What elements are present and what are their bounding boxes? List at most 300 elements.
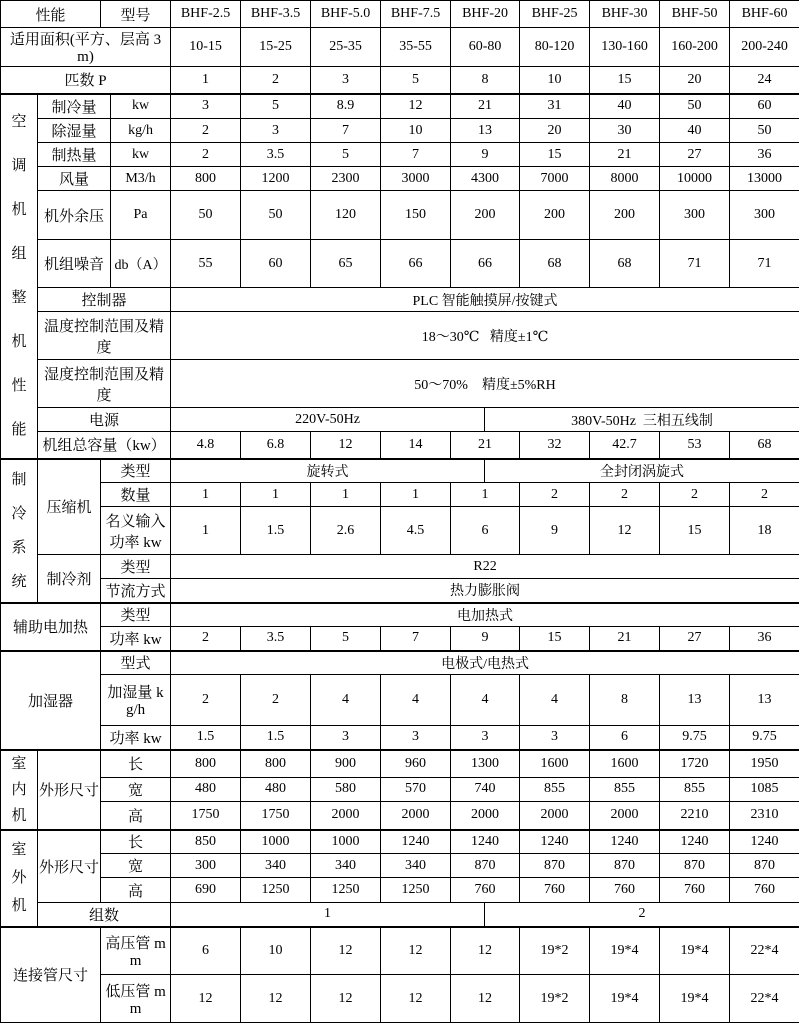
value-cell: 2210 [660, 802, 730, 830]
merged-value-cell: 380V-50Hz 三相五线制 [485, 408, 799, 432]
table-row [1, 1, 799, 28]
value-cell: 1240 [730, 830, 799, 854]
unit-cell: Pa [111, 191, 171, 240]
value-cell: 3000 [381, 167, 451, 191]
value-cell: BHF-25 [520, 1, 590, 28]
value-cell: 4.5 [381, 507, 451, 555]
value-cell: 2 [171, 627, 241, 651]
value-cell: BHF-30 [590, 1, 660, 28]
row-label-hp: 匹数 P [1, 67, 171, 94]
value-cell: 15 [520, 627, 590, 651]
value-cell: 1950 [730, 750, 799, 778]
row-label-controller: 控制器 [38, 288, 171, 312]
value-cell: 7 [381, 627, 451, 651]
row-label-humidifier-amount: 加湿量 kg/h [101, 675, 171, 726]
value-cell: 12 [590, 507, 660, 555]
value-cell: 7 [381, 143, 451, 167]
value-cell: 1240 [660, 830, 730, 854]
row-label-compressor-type: 类型 [101, 459, 171, 483]
value-cell: 50 [730, 119, 799, 143]
section-label-indoor-unit: 室 内 机 [1, 750, 38, 830]
value-cell: 36 [730, 627, 799, 651]
row-label-refrigerant-type: 类型 [101, 555, 171, 579]
value-cell: 340 [241, 854, 311, 878]
value-cell: 1720 [660, 750, 730, 778]
value-cell: 10 [520, 67, 590, 94]
value-cell: 340 [381, 854, 451, 878]
group-label-refrigerant: 制冷剂 [38, 555, 101, 603]
row-label-pipe-low: 低压管 mm [101, 975, 171, 1023]
value-cell: 200 [590, 191, 660, 240]
model-header: 型号 [101, 1, 171, 28]
value-cell: 2310 [730, 802, 799, 830]
value-cell: 900 [311, 750, 381, 778]
table-row [1, 675, 799, 726]
value-cell: 2 [241, 675, 311, 726]
value-cell: 3.5 [241, 627, 311, 651]
row-label-total-capacity: 机组总容量（kw） [38, 432, 171, 459]
value-cell: 855 [660, 777, 730, 802]
value-cell: 7000 [520, 167, 590, 191]
value-cell: 15-25 [241, 28, 311, 67]
value-cell: 580 [311, 777, 381, 802]
value-cell: 1600 [520, 750, 590, 778]
value-cell: 3 [381, 726, 451, 750]
value-cell: 1.5 [241, 507, 311, 555]
unit-cell: db（A） [111, 240, 171, 288]
value-cell: 870 [660, 854, 730, 878]
value-cell: 8.9 [311, 94, 381, 119]
value-cell: 855 [520, 777, 590, 802]
row-label-aux-power: 功率 kw [101, 627, 171, 651]
value-cell: 68 [520, 240, 590, 288]
value-cell: 4300 [451, 167, 520, 191]
value-cell: 22*4 [730, 927, 799, 975]
value-cell: 1750 [171, 802, 241, 830]
value-cell: 21 [451, 94, 520, 119]
value-cell: 30 [590, 119, 660, 143]
value-cell: 1240 [381, 830, 451, 854]
value-cell: 1 [171, 483, 241, 507]
row-label-noise: 机组噪音 [38, 240, 111, 288]
value-cell: 20 [660, 67, 730, 94]
row-label-indoor-height: 高 [101, 802, 171, 830]
table-row [1, 459, 799, 483]
row-label-indoor-width: 宽 [101, 777, 171, 802]
table-row [1, 777, 799, 802]
value-cell: 12 [381, 94, 451, 119]
value-cell: 12 [171, 975, 241, 1023]
value-cell: 35-55 [381, 28, 451, 67]
section-label-outdoor-unit: 室 外 机 [1, 830, 38, 927]
value-cell: 7 [311, 119, 381, 143]
row-label-heating: 制热量 [38, 143, 111, 167]
value-cell: 19*4 [590, 975, 660, 1023]
value-cell: 10 [241, 927, 311, 975]
table-row [1, 94, 799, 119]
value-cell: 340 [311, 854, 381, 878]
value-cell: 3 [451, 726, 520, 750]
value-cell: 66 [381, 240, 451, 288]
value-cell: 760 [451, 878, 520, 903]
value-cell: 5 [241, 94, 311, 119]
value-cell: 18 [730, 507, 799, 555]
value-cell: 1250 [311, 878, 381, 903]
value-cell: 4 [311, 675, 381, 726]
row-label-outdoor-length: 长 [101, 830, 171, 854]
unit-cell: kw [111, 143, 171, 167]
value-cell: 300 [171, 854, 241, 878]
value-cell: 3 [171, 94, 241, 119]
value-cell: 12 [311, 432, 381, 459]
merged-value-cell: 热力膨胀阀 [171, 579, 799, 603]
value-cell: 19*4 [590, 927, 660, 975]
value-cell: 71 [730, 240, 799, 288]
table-row [1, 312, 799, 360]
value-cell: 13 [660, 675, 730, 726]
merged-value-cell: 50～70% 精度±5%RH [171, 360, 799, 408]
value-cell: 9 [451, 143, 520, 167]
value-cell: 60 [730, 94, 799, 119]
row-label-power-supply: 电源 [38, 408, 171, 432]
value-cell: 13 [451, 119, 520, 143]
value-cell: 5 [311, 627, 381, 651]
value-cell: 1 [451, 483, 520, 507]
merged-value-cell: 旋转式 [171, 459, 485, 483]
value-cell: 120 [311, 191, 381, 240]
section-label-pipes: 连接管尺寸 [1, 927, 101, 1023]
table-row [1, 483, 799, 507]
value-cell: 870 [451, 854, 520, 878]
value-cell: 60-80 [451, 28, 520, 67]
value-cell: 68 [590, 240, 660, 288]
value-cell: 9 [451, 627, 520, 651]
value-cell: 6.8 [241, 432, 311, 459]
value-cell: 160-200 [660, 28, 730, 67]
table-row [1, 288, 799, 312]
row-label-pipe-high: 高压管 mm [101, 927, 171, 975]
value-cell: 71 [660, 240, 730, 288]
value-cell: 1240 [520, 830, 590, 854]
section-label-aux-heater: 辅助电加热 [1, 603, 101, 651]
merged-value-cell: R22 [171, 555, 799, 579]
value-cell: 1240 [590, 830, 660, 854]
value-cell: 10-15 [171, 28, 241, 67]
value-cell: 10000 [660, 167, 730, 191]
value-cell: 10 [381, 119, 451, 143]
value-cell: 19*4 [660, 927, 730, 975]
value-cell: 2 [730, 483, 799, 507]
value-cell: 200-240 [730, 28, 799, 67]
table-row [1, 726, 799, 750]
perf-header: 性能 [1, 1, 101, 28]
unit-cell: kg/h [111, 119, 171, 143]
value-cell: 68 [730, 432, 799, 459]
row-label-compressor-input: 名义输入功率 kw [101, 507, 171, 555]
value-cell: 15 [590, 67, 660, 94]
value-cell: 65 [311, 240, 381, 288]
value-cell: 1600 [590, 750, 660, 778]
value-cell: 3 [241, 119, 311, 143]
table-row [1, 119, 799, 143]
table-row [1, 975, 799, 1023]
value-cell: 12 [311, 927, 381, 975]
table-row [1, 408, 799, 432]
value-cell: 1.5 [241, 726, 311, 750]
value-cell: 9.75 [730, 726, 799, 750]
table-row [1, 854, 799, 878]
value-cell: 80-120 [520, 28, 590, 67]
value-cell: 12 [451, 927, 520, 975]
value-cell: 800 [171, 167, 241, 191]
value-cell: 2 [171, 675, 241, 726]
table-row [1, 802, 799, 830]
value-cell: 4 [520, 675, 590, 726]
value-cell: 1250 [241, 878, 311, 903]
value-cell: 13 [730, 675, 799, 726]
table-row [1, 927, 799, 975]
table-row [1, 627, 799, 651]
value-cell: BHF-5.0 [311, 1, 381, 28]
unit-cell: kw [111, 94, 171, 119]
value-cell: 50 [171, 191, 241, 240]
row-label-compressor-qty: 数量 [101, 483, 171, 507]
value-cell: 40 [660, 119, 730, 143]
merged-value-cell: 1 [171, 903, 485, 927]
value-cell: 27 [660, 143, 730, 167]
value-cell: 4 [381, 675, 451, 726]
value-cell: 480 [171, 777, 241, 802]
value-cell: 740 [451, 777, 520, 802]
value-cell: 21 [451, 432, 520, 459]
value-cell: BHF-2.5 [171, 1, 241, 28]
value-cell: 800 [171, 750, 241, 778]
value-cell: 12 [381, 927, 451, 975]
value-cell: 8 [590, 675, 660, 726]
unit-cell: M3/h [111, 167, 171, 191]
value-cell: 570 [381, 777, 451, 802]
value-cell: 2 [660, 483, 730, 507]
value-cell: 870 [590, 854, 660, 878]
value-cell: 60 [241, 240, 311, 288]
table-row [1, 507, 799, 555]
value-cell: 1750 [241, 802, 311, 830]
row-label-temp-range: 温度控制范围及精度 [38, 312, 171, 360]
value-cell: 2 [171, 119, 241, 143]
value-cell: 19*2 [520, 927, 590, 975]
value-cell: 1250 [381, 878, 451, 903]
value-cell: BHF-20 [451, 1, 520, 28]
value-cell: 2000 [590, 802, 660, 830]
value-cell: 1240 [451, 830, 520, 854]
table-row [1, 67, 799, 94]
value-cell: 5 [381, 67, 451, 94]
table-row [1, 603, 799, 627]
value-cell: 2 [171, 143, 241, 167]
table-row [1, 167, 799, 191]
section-label-humidifier: 加湿器 [1, 651, 101, 750]
value-cell: 2000 [451, 802, 520, 830]
value-cell: 21 [590, 627, 660, 651]
group-label-indoor-dims: 外形尺寸 [38, 750, 101, 830]
value-cell: 4.8 [171, 432, 241, 459]
value-cell: 36 [730, 143, 799, 167]
value-cell: 3 [311, 726, 381, 750]
value-cell: 1000 [241, 830, 311, 854]
value-cell: 850 [171, 830, 241, 854]
table-row [1, 750, 799, 778]
value-cell: BHF-3.5 [241, 1, 311, 28]
value-cell: 2300 [311, 167, 381, 191]
value-cell: 19*2 [520, 975, 590, 1023]
row-label-airflow: 风量 [38, 167, 111, 191]
table-row [1, 651, 799, 675]
value-cell: 22*4 [730, 975, 799, 1023]
value-cell: 6 [451, 507, 520, 555]
value-cell: 800 [241, 750, 311, 778]
table-row [1, 555, 799, 579]
group-label-compressor: 压缩机 [38, 459, 101, 555]
value-cell: 1200 [241, 167, 311, 191]
table-row [1, 830, 799, 854]
merged-value-cell: 电极式/电热式 [171, 651, 799, 675]
row-label-cooling: 制冷量 [38, 94, 111, 119]
value-cell: 760 [590, 878, 660, 903]
value-cell: 760 [660, 878, 730, 903]
table-row [1, 28, 799, 67]
row-label-throttle: 节流方式 [101, 579, 171, 603]
merged-value-cell: 2 [485, 903, 799, 927]
value-cell: BHF-7.5 [381, 1, 451, 28]
value-cell: 870 [730, 854, 799, 878]
value-cell: 3 [520, 726, 590, 750]
value-cell: 50 [660, 94, 730, 119]
row-label-aux-type: 类型 [101, 603, 171, 627]
value-cell: 6 [171, 927, 241, 975]
row-label-indoor-length: 长 [101, 750, 171, 778]
value-cell: 130-160 [590, 28, 660, 67]
value-cell: 12 [451, 975, 520, 1023]
table-row [1, 360, 799, 408]
value-cell: 855 [590, 777, 660, 802]
value-cell: 15 [520, 143, 590, 167]
value-cell: 8000 [590, 167, 660, 191]
value-cell: 1300 [451, 750, 520, 778]
value-cell: 3 [311, 67, 381, 94]
row-label-area: 适用面积(平方、层高 3m) [1, 28, 171, 67]
value-cell: 1 [381, 483, 451, 507]
value-cell: 1 [241, 483, 311, 507]
value-cell: 1085 [730, 777, 799, 802]
merged-value-cell: 电加热式 [171, 603, 799, 627]
value-cell: 2 [520, 483, 590, 507]
value-cell: 2000 [381, 802, 451, 830]
value-cell: 21 [590, 143, 660, 167]
table-row [1, 432, 799, 459]
value-cell: 1 [311, 483, 381, 507]
value-cell: 40 [590, 94, 660, 119]
value-cell: 50 [241, 191, 311, 240]
value-cell: 9.75 [660, 726, 730, 750]
row-label-outdoor-width: 宽 [101, 854, 171, 878]
value-cell: 55 [171, 240, 241, 288]
value-cell: 12 [381, 975, 451, 1023]
value-cell: 2 [590, 483, 660, 507]
value-cell: BHF-50 [660, 1, 730, 28]
merged-value-cell: 18～30℃ 精度±1℃ [171, 312, 799, 360]
value-cell: 2000 [520, 802, 590, 830]
value-cell: 1000 [311, 830, 381, 854]
value-cell: 15 [660, 507, 730, 555]
value-cell: 66 [451, 240, 520, 288]
table-row [1, 143, 799, 167]
value-cell: 14 [381, 432, 451, 459]
value-cell: 53 [660, 432, 730, 459]
value-cell: 19*4 [660, 975, 730, 1023]
value-cell: 1 [171, 67, 241, 94]
value-cell: 9 [520, 507, 590, 555]
value-cell: 870 [520, 854, 590, 878]
row-label-humid-range: 湿度控制范围及精度 [38, 360, 171, 408]
group-label-outdoor-dims: 外形尺寸 [38, 830, 101, 903]
value-cell: 42.7 [590, 432, 660, 459]
value-cell: 20 [520, 119, 590, 143]
value-cell: 2 [241, 67, 311, 94]
value-cell: 24 [730, 67, 799, 94]
table-row [1, 878, 799, 903]
value-cell: 2000 [311, 802, 381, 830]
value-cell: 13000 [730, 167, 799, 191]
value-cell: 5 [311, 143, 381, 167]
value-cell: 300 [730, 191, 799, 240]
value-cell: 6 [590, 726, 660, 750]
table-row [1, 579, 799, 603]
value-cell: 200 [520, 191, 590, 240]
value-cell: 2.6 [311, 507, 381, 555]
value-cell: 150 [381, 191, 451, 240]
value-cell: 4 [451, 675, 520, 726]
merged-value-cell: 全封闭涡旋式 [485, 459, 799, 483]
row-label-humidifier-form: 型式 [101, 651, 171, 675]
value-cell: 1 [171, 507, 241, 555]
row-label-outdoor-height: 高 [101, 878, 171, 903]
value-cell: 760 [520, 878, 590, 903]
merged-value-cell: 220V-50Hz [171, 408, 485, 432]
section-label-refrigeration: 制 冷 系 统 [1, 459, 38, 603]
row-label-dehumid: 除湿量 [38, 119, 111, 143]
value-cell: 32 [520, 432, 590, 459]
value-cell: 12 [311, 975, 381, 1023]
value-cell: 960 [381, 750, 451, 778]
table-row [1, 191, 799, 240]
value-cell: 31 [520, 94, 590, 119]
value-cell: 27 [660, 627, 730, 651]
table-row [1, 903, 799, 927]
value-cell: 3.5 [241, 143, 311, 167]
value-cell: 8 [451, 67, 520, 94]
value-cell: 25-35 [311, 28, 381, 67]
value-cell: 12 [241, 975, 311, 1023]
value-cell: 1.5 [171, 726, 241, 750]
value-cell: 760 [730, 878, 799, 903]
row-label-groups: 组数 [38, 903, 171, 927]
value-cell: 300 [660, 191, 730, 240]
value-cell: 690 [171, 878, 241, 903]
section-label-unit-performance: 空 调 机 组 整 机 性 能 [1, 94, 38, 459]
value-cell: BHF-60 [730, 1, 799, 28]
row-label-esp: 机外余压 [38, 191, 111, 240]
value-cell: 200 [451, 191, 520, 240]
